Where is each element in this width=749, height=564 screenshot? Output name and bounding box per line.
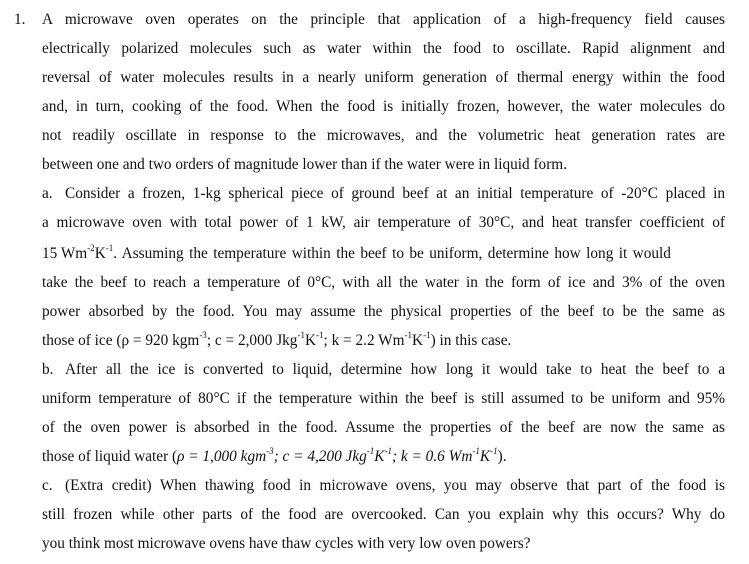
part-b-line-2: uniform temperature of 80°C if the temperature within the beef is still assumed to be uniform and 95% [42, 390, 725, 407]
part-a-line-1 [42, 184, 725, 204]
part-a-line-2: a microwave oven with total power of 1 kW, air temperature of 30°C, and heat transfer coefficient of [42, 214, 725, 231]
part-c-line-3: you think most microwave ovens have thaw cycles with very low oven powers? [42, 535, 531, 552]
part-a-line-5: power absorbed by the food. You may assume the physical properties of the beef to be the same as [42, 303, 725, 320]
part-c-label: c. [42, 477, 53, 494]
intro-line-4: and, in turn, cooking of the food. When the food is initially frozen, however, the water molecules do [42, 98, 725, 115]
part-a-text-1: Consider a frozen, 1-kg spherical piece of ground beef at an initial temperature of -20°C placed in [65, 185, 725, 202]
part-a-label: a. [42, 185, 53, 202]
part-b-text-1: After all the ice is converted to liquid, determine how long it would take to heat the beef to a [65, 361, 725, 378]
part-b-line-1 [42, 360, 725, 380]
part-c-line-1 [42, 476, 725, 496]
intro-line-2: electrically polarized molecules such as water within the food to oscillate. Rapid alignment and [42, 40, 725, 57]
part-c-line-2: still frozen while other parts of the food are overcooked. Can you explain why this occurs? Why do [42, 506, 725, 523]
part-a-line-4: take the beef to reach a temperature of 0°C, with all the water in the form of ice and 3% of the oven [42, 274, 725, 291]
part-b-label: b. [42, 361, 54, 378]
intro-line-5: not readily oscillate in response to the microwaves, and the volumetric heat generation rates are [42, 127, 725, 144]
intro-line-6: between one and two orders of magnitude lower than if the water were in liquid form. [42, 156, 568, 173]
part-c-text-1: (Extra credit) When thawing food in microwave ovens, you may observe that part of the food is [65, 477, 725, 494]
part-a-line-3: 15 $Wm^{-2}K^{-1}$. Assuming the temperature within the beef to be uniform, determine how long it would [42, 243, 671, 262]
intro-line-1: A microwave oven operates on the principle that application of a high-frequency field causes [42, 11, 725, 28]
part-a-line-6: those of ice (ρ = 920 kgm$^{-3}$; c = 2,000 $Jkg^{-1}K^{-1}$; k = 2.2 $Wm^{-1}K^{-1}$) in this case. [42, 330, 512, 349]
problem-number: 1. [14, 11, 26, 28]
part-b-line-3: of the oven power is absorbed in the food. Assume the properties of the beef are now the same as [42, 419, 725, 436]
intro-line-3: reversal of water molecules results in a nearly uniform generation of thermal energy within the food [42, 69, 725, 86]
part-b-line-4: those of liquid water (ρ = 1,000 kgm$^{-3}$; c = 4,200 $Jkg^{-1}K^{-1}$; k = 0.6 $Wm^{-1}K^{-1}$). [42, 446, 507, 465]
